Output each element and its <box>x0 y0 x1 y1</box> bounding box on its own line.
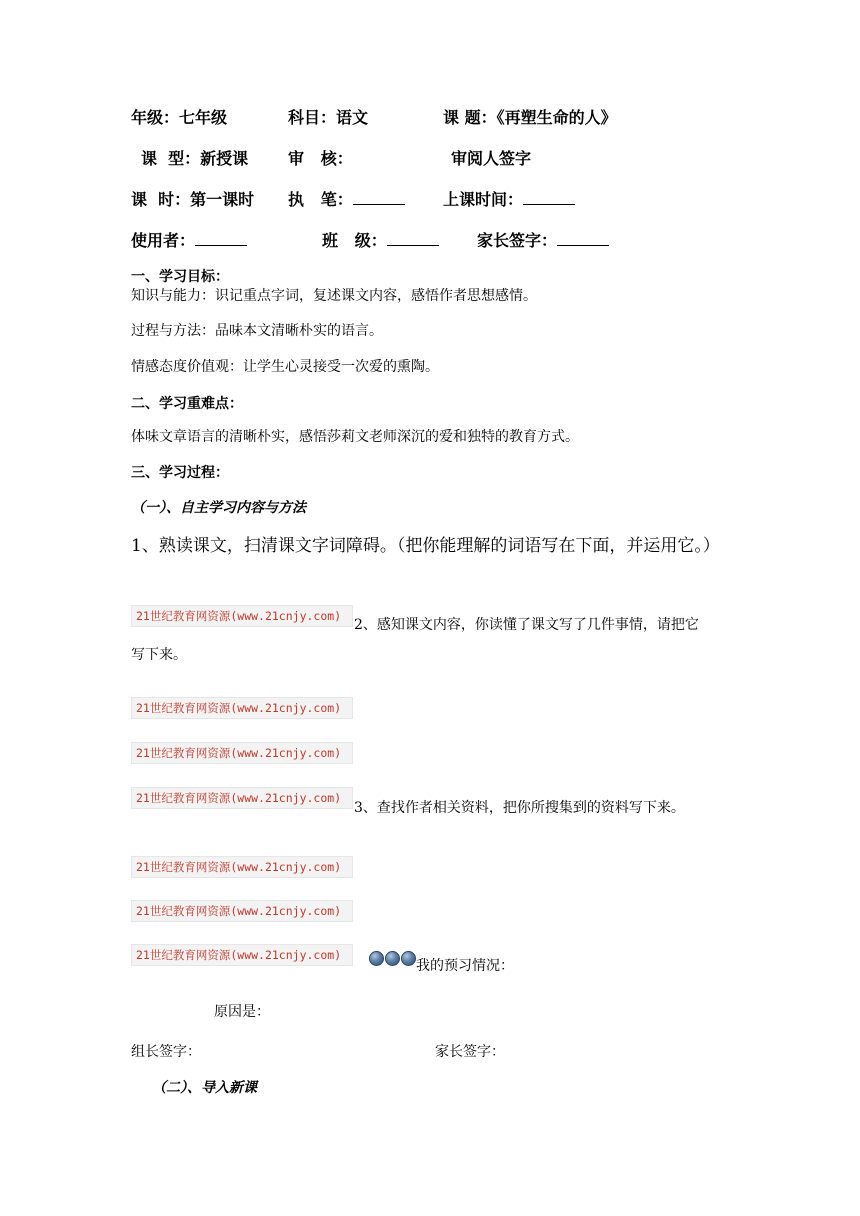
leader-sign-label: 组长签字： <box>131 1044 201 1060</box>
task3-text: 3、查找作者相关资料，把你所搜集到的资料写下来。 <box>354 800 685 816</box>
watermark-logo: 21世纪教育网资源(www.21cnjy.com) <box>131 605 353 627</box>
user-label: 使用者： <box>131 228 247 251</box>
watermark-logo: 21世纪教育网资源(www.21cnjy.com) <box>131 856 353 878</box>
section2-title: 二、学习重难点： <box>131 396 243 412</box>
preview-status-label: 我的预习情况： <box>416 958 514 974</box>
parent-sign-blank[interactable] <box>557 231 609 246</box>
reason-label: 原因是： <box>214 1004 270 1020</box>
lesson-type-label: 课 型：新授课 <box>141 149 249 168</box>
task2-text-line1: 2、感知课文内容，你读懂了课文写了几件事情，请把它 <box>354 617 699 633</box>
writer-label: 执 笔： <box>288 187 405 210</box>
subsection-self-study: （一）、自主学习内容与方法 <box>131 500 306 516</box>
section2-text: 体味文章语言的清晰朴实，感悟莎莉文老师深沉的爱和独特的教育方式。 <box>131 429 579 445</box>
watermark-logo: 21世纪教育网资源(www.21cnjy.com) <box>131 787 353 809</box>
grade-label: 年级：七年级 <box>131 108 228 127</box>
watermark-logo: 21世纪教育网资源(www.21cnjy.com) <box>131 742 353 764</box>
user-blank[interactable] <box>195 231 247 246</box>
writer-blank[interactable] <box>353 190 405 205</box>
rating-ball-icon <box>385 951 400 966</box>
class-time-blank[interactable] <box>523 190 575 205</box>
section1-title: 一、学习目标： <box>131 269 229 285</box>
objective-emotion: 情感态度价值观：让学生心灵接受一次爱的熏陶。 <box>131 359 439 375</box>
objective-process: 过程与方法：品味本文清晰朴实的语言。 <box>131 323 383 339</box>
watermark-logo: 21世纪教育网资源(www.21cnjy.com) <box>131 697 353 719</box>
watermark-logo: 21世纪教育网资源(www.21cnjy.com) <box>131 900 353 922</box>
class-blank[interactable] <box>387 231 439 246</box>
rating-ball-icon <box>369 951 384 966</box>
review-label: 审 核： <box>288 149 353 168</box>
objective-knowledge: 知识与能力：识记重点字词，复述课文内容，感悟作者思想感情。 <box>131 288 537 304</box>
topic-label: 课 题：《再塑生命的人》 <box>443 108 617 127</box>
class-time-label: 上课时间： <box>443 187 575 210</box>
subject-label: 科目：语文 <box>288 108 369 127</box>
task2-text-line2: 写下来。 <box>131 647 187 663</box>
rating-ball-icon <box>401 951 416 966</box>
watermark-logo: 21世纪教育网资源(www.21cnjy.com) <box>131 944 353 966</box>
section3-title: 三、学习过程： <box>131 465 229 481</box>
parent-sign-header-label: 家长签字： <box>477 228 609 251</box>
reviewer-sign-label: 审阅人签字 <box>451 149 532 168</box>
class-label: 班 级： <box>322 228 439 251</box>
period-label: 课 时：第一课时 <box>131 190 255 209</box>
task1-text: 1、熟读课文，扫清课文字词障碍。（把你能理解的词语写在下面，并运用它。） <box>131 536 720 556</box>
subsection-introduction: （二）、导入新课 <box>152 1080 257 1096</box>
parent-sign-label: 家长签字： <box>435 1044 505 1060</box>
